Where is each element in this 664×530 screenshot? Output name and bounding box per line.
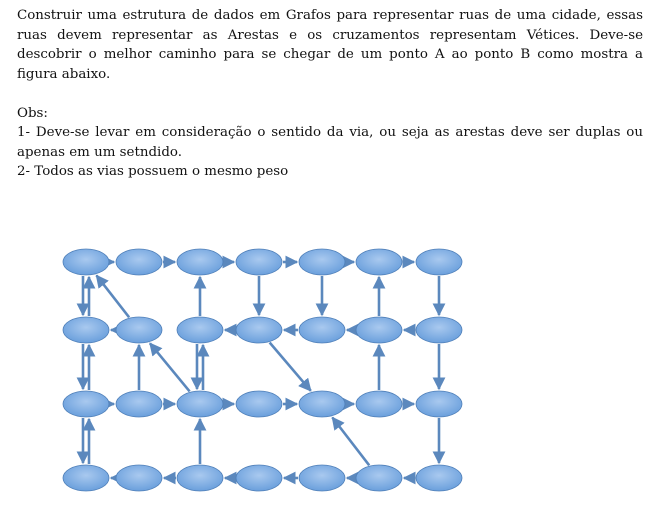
intersection-node bbox=[299, 391, 345, 417]
edge-arrow bbox=[97, 275, 130, 317]
intersection-node bbox=[116, 249, 162, 275]
intersection-node bbox=[236, 249, 282, 275]
intersection-node bbox=[116, 317, 162, 343]
intersection-node bbox=[416, 391, 462, 417]
nodes-layer bbox=[63, 249, 462, 491]
intersection-node bbox=[356, 249, 402, 275]
intersection-node bbox=[63, 317, 109, 343]
intersection-node bbox=[63, 391, 109, 417]
intersection-node bbox=[116, 465, 162, 491]
intersection-node bbox=[299, 465, 345, 491]
edges-layer bbox=[83, 262, 439, 478]
intersection-node bbox=[177, 391, 223, 417]
intersection-node bbox=[356, 391, 402, 417]
intersection-node bbox=[416, 317, 462, 343]
edge-arrow bbox=[150, 343, 190, 391]
obs-item-2: 2- Todos as vias possuem o mesmo peso bbox=[17, 164, 289, 179]
intersection-node bbox=[356, 465, 402, 491]
intersection-node bbox=[236, 465, 282, 491]
intersection-node bbox=[177, 465, 223, 491]
obs-heading: Obs: bbox=[17, 105, 48, 121]
intersection-node bbox=[177, 249, 223, 275]
intersection-node bbox=[416, 465, 462, 491]
intersection-node bbox=[63, 465, 109, 491]
intersection-node bbox=[116, 391, 162, 417]
intersection-node bbox=[416, 249, 462, 275]
intersection-node bbox=[236, 317, 282, 343]
intersection-node bbox=[299, 317, 345, 343]
intersection-node bbox=[299, 249, 345, 275]
obs-item-1: 1- Deve-se levar em consideração o sentido da via, ou seja as arestas deve ser duplas ou apenas em um setndido. bbox=[17, 125, 643, 160]
intersection-node bbox=[177, 317, 223, 343]
intro-paragraph: Construir uma estrutura de dados em Grafos para representar ruas de uma cidade, essas ruas devem representar as Arestas e os cruzamentos representam Vétices. Deve-se descobrir o melhor caminho para se chegar de um ponto A ao ponto B como mostra a figura abaixo. bbox=[17, 8, 643, 82]
edge-arrow bbox=[332, 418, 369, 466]
intersection-node bbox=[356, 317, 402, 343]
intersection-node bbox=[63, 249, 109, 275]
intersection-node bbox=[236, 391, 282, 417]
edge-arrow bbox=[270, 342, 311, 390]
